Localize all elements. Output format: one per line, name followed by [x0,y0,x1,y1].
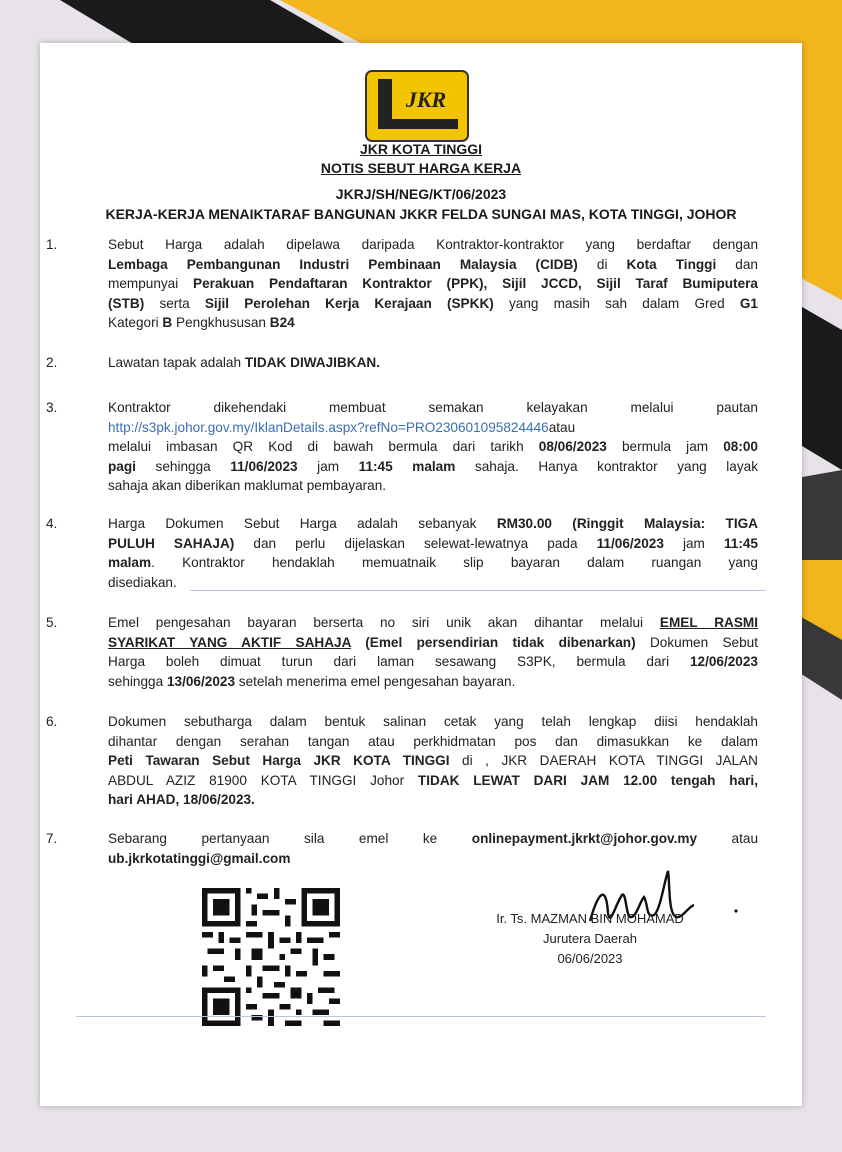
list-item: 5. Emel pengesahan bayaran berserta no siri unik akan dihantar melalui EMEL RASMI SYARIKAT YANG AKTIF SAHAJA (Emel persendirian tidak dibenarkan) Dokumen Sebut Harga boleh dimuat turun dari laman sesawang S3PK, bermula dari 12/06/2023 sehingga 13/06/2023 setelah menerima emel pengesahan bayaran. [108,613,758,691]
list-item: 6. Dokumen sebutharga dalam bentuk salinan cetak yang telah lengkap diisi hendaklah dihantar dengan serahan tangan atau perkhidmatan pos dan dimasukkan ke dalam Peti Tawaran Sebut Harga JKR KOTA TINGGI di , JKR DAERAH KOTA TINGGI JALAN ABDUL AZIZ 81900 KOTA TINGGI Johor TIDAK LEWAT DARI JAM 12.00 tengah hari, hari AHAD, 18/06/2023. [108,712,758,810]
list-item: 4. Harga Dokumen Sebut Harga adalah sebanyak RM30.00 (Ringgit Malaysia: TIGA PULUH SAHAJA) dan perlu dijelaskan selewat-lewatnya pada 11/06/2023 jam 11:45 malam. Kontraktor hendaklah memuatnaik slip bayaran dalam ruangan yang disediakan. [108,514,758,592]
signatory-name: Ir. Ts. MAZMAN BIN MOHAMAD [496,911,684,926]
signature-date: 06/06/2023 [557,951,623,966]
project-title: KERJA-KERJA MENAIKTARAF BANGUNAN JKKR FELDA SUNGAI MAS, KOTA TINGGI, JOHOR [105,206,737,222]
reference-number: JKRJ/SH/NEG/KT/06/2023 [335,186,507,202]
contact-email[interactable]: onlinepayment.jkrkt@johor.gov.my [471,831,698,846]
list-item: 1. Sebut Harga adalah dipelawa daripada Kontraktor-kontraktor yang berdaftar dengan Lembaga Pembangunan Industri Pembinaan Malaysia (CIDB) di Kota Tinggi dan mempunyai Perakuan Pendaftaran Kontraktor (PPK), Sijil JCCD, Sijil Taraf Bumiputera (STB) serta Sijil Perolehan Kerja Kerajaan (SPKK) yang masih sah dalam Gred G1 Kategori B Pengkhususan B24 [108,235,758,333]
item-number: 7. [46,831,58,846]
signatory-position: Jurutera Daerah [543,931,637,946]
item-number: 4. [46,516,58,531]
divider [76,1016,766,1017]
notice-title: NOTIS SEBUT HARGA KERJA [320,160,522,176]
logo-text: JKR [405,87,447,112]
office-name: JKR KOTA TINGGI [359,141,483,157]
notice-document [40,43,802,1106]
list-item: 7. Sebarang pertanyaan sila emel ke onlinepayment.jkrkt@johor.gov.my atau ub.jkrkotatinggi@gmail.com [108,829,758,868]
divider [190,590,766,591]
s3pk-link[interactable]: http://s3pk.johor.gov.my/IklanDetails.aspx?refNo=PRO230601095824446 [108,419,549,435]
item-number: 2. [46,355,58,370]
list-item: 3. Kontraktor dikehendaki membuat semakan kelayakan melalui pautan http://s3pk.johor.gov.my/IklanDetails.aspx?refNo=PRO230601095824446atau melalui imbasan QR Kod di bawah bermula dari tarikh 08/06/2023 bermula jam 08:00 pagi sehingga 11/06/2023 jam 11:45 malam sahaja. Hanya kontraktor yang layak sahaja akan diberikan maklumat pembayaran. [108,398,758,496]
item-number: 3. [46,400,58,415]
jkr-logo [364,69,470,149]
list-item: 2. Lawatan tapak adalah TIDAK DIWAJIBKAN. [108,353,758,373]
item-number: 6. [46,714,58,729]
contact-email-alt[interactable]: ub.jkrkotatinggi@gmail.com [108,850,291,866]
item-number: 5. [46,615,58,630]
item-number: 1. [46,237,58,252]
qr-code[interactable] [202,888,340,1026]
